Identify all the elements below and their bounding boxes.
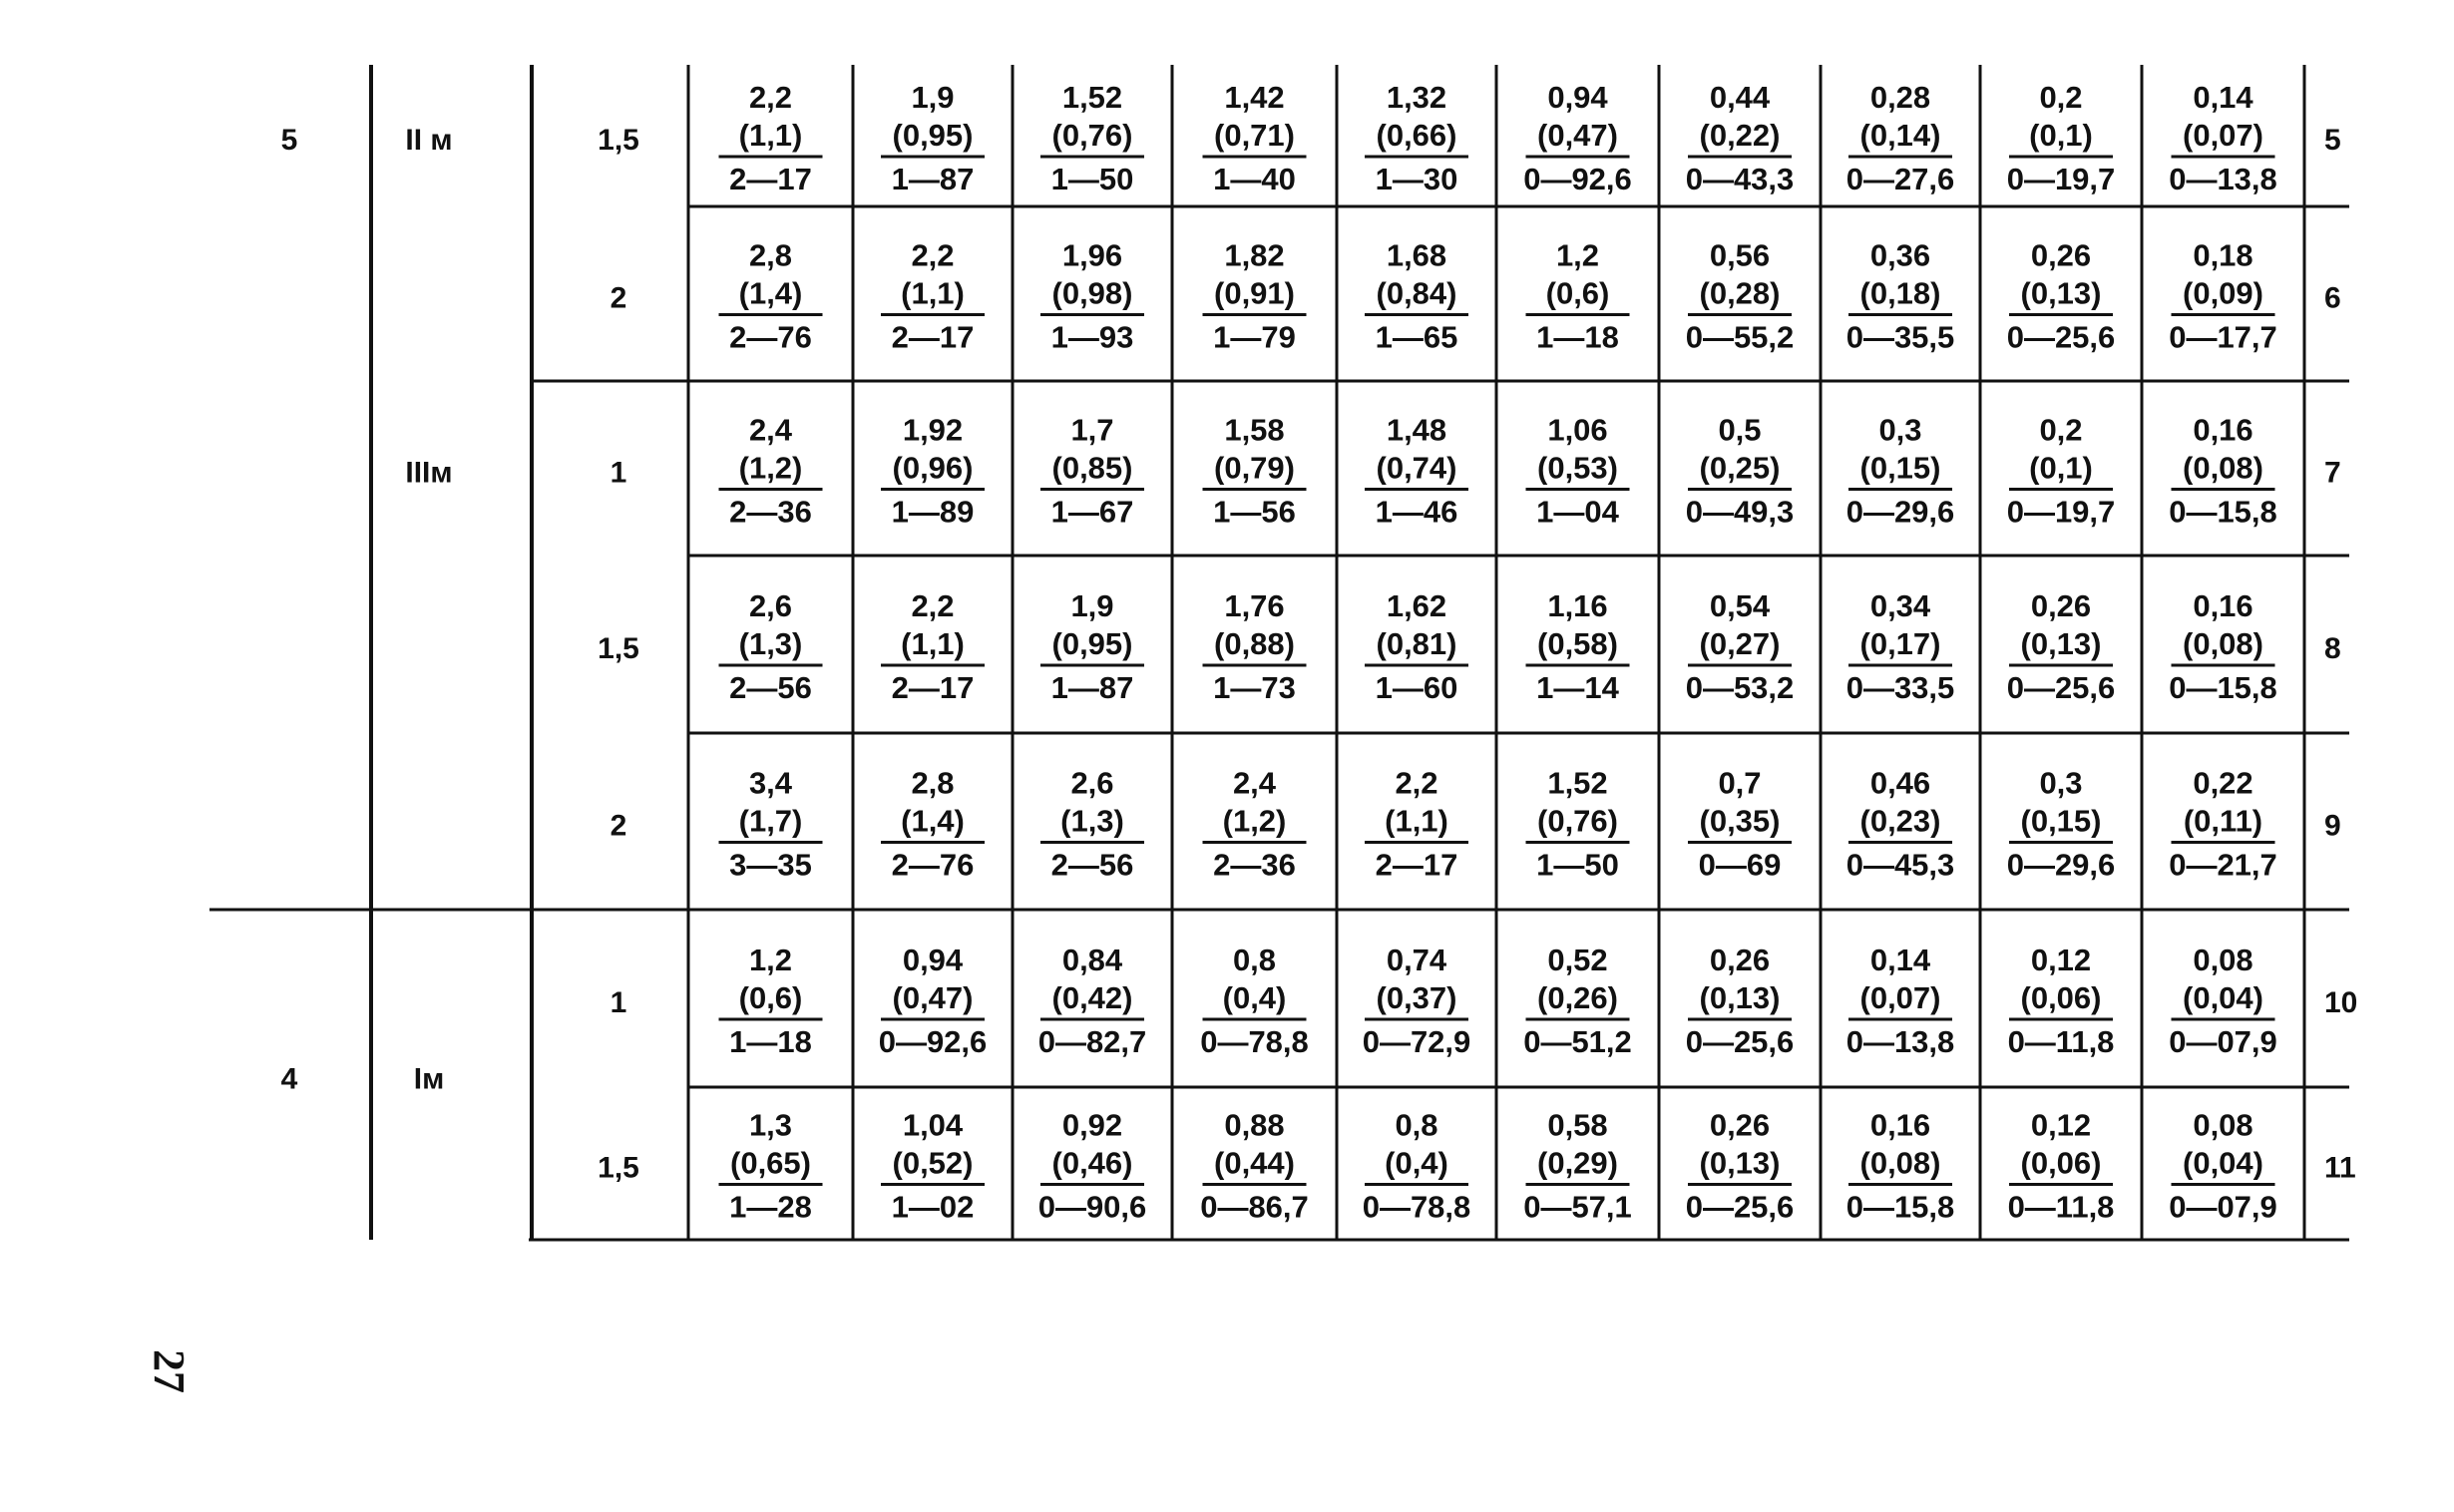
cell-price: 2—17	[729, 162, 812, 196]
cell-value: 1,32	[1386, 80, 1447, 115]
cell-value-paren: (0,96)	[892, 450, 974, 486]
cell-price: 1—18	[729, 1024, 812, 1059]
cell-value: 0,16	[2193, 588, 2253, 623]
cell-value-paren: (0,25)	[1699, 450, 1781, 486]
cell-value: 0,36	[1869, 237, 1931, 273]
cell-value-paren: (0,08)	[2183, 626, 2263, 661]
cell-value-paren: (1,4)	[901, 803, 965, 839]
cell-price: 1—93	[1050, 319, 1134, 355]
cell-price: 2—17	[891, 670, 975, 705]
cell-value: 1,3	[748, 1107, 793, 1143]
cell-value-paren: (0,18)	[1859, 275, 1941, 311]
cell-value-paren: (0,08)	[1859, 1145, 1941, 1181]
cell-value-paren: (0,1)	[2029, 450, 2093, 486]
cell-value: 0,54	[1709, 588, 1771, 623]
cell-price: 1—02	[891, 1189, 975, 1225]
cell-value: 0,94	[1547, 80, 1608, 115]
cell-value: 1,52	[1547, 765, 1608, 801]
cell-value: 2,4	[1232, 765, 1277, 801]
cell-value-paren: (1,2)	[1222, 803, 1287, 839]
cell-value: 0,18	[2193, 237, 2253, 273]
cell-price: 1—14	[1536, 670, 1619, 705]
cell-price: 1—28	[729, 1189, 812, 1225]
cell-value: 1,52	[1061, 80, 1123, 115]
cell-price: 0—72,9	[1362, 1024, 1471, 1059]
cell-price: 2—17	[1375, 847, 1458, 883]
cell-value-paren: (0,65)	[730, 1145, 811, 1181]
cell-value: 0,22	[2193, 765, 2253, 801]
cell-value: 0,8	[1232, 943, 1277, 977]
cell-price: 0—78,8	[1362, 1189, 1471, 1225]
cell-value: 1,62	[1386, 588, 1447, 623]
cell-price: 1—30	[1375, 162, 1458, 196]
cell-price: 0—45,3	[1845, 847, 1955, 883]
cell-value-paren: (0,27)	[1699, 626, 1781, 661]
cell-value: 1,9	[1070, 588, 1114, 623]
cell-value: 0,56	[1709, 237, 1771, 273]
cell-price: 0—19,7	[2006, 162, 2116, 196]
cell-value: 0,16	[1869, 1107, 1931, 1143]
cell-price: 1—50	[1050, 162, 1134, 196]
cell-value-paren: (0,15)	[2020, 803, 2102, 839]
cell-value: 3,4	[748, 765, 793, 801]
row-factor: 1,5	[598, 124, 639, 157]
cell-value: 2,2	[748, 80, 793, 115]
cell-price: 2—17	[891, 319, 975, 355]
cell-value: 1,16	[1547, 588, 1608, 623]
cell-value: 0,88	[1224, 1107, 1285, 1143]
cell-value: 0,46	[1869, 765, 1931, 801]
row-factor: 1	[610, 456, 627, 490]
cell-price: 0—92,6	[878, 1024, 988, 1059]
cell-value-paren: (0,42)	[1051, 980, 1133, 1015]
row-number: 5	[2324, 124, 2341, 157]
cell-value: 0,3	[1878, 412, 1922, 448]
cell-value: 2,8	[748, 237, 793, 273]
cell-value-paren: (0,47)	[892, 980, 974, 1015]
row-factor: 1,5	[598, 632, 639, 665]
cell-value: 1,9	[911, 80, 955, 115]
row-factor: 1,5	[598, 1151, 639, 1185]
cell-price: 1—18	[1536, 319, 1619, 355]
cell-value: 1,68	[1386, 237, 1447, 273]
cell-price: 1—89	[891, 494, 975, 530]
cell-price: 0—51,2	[1523, 1024, 1632, 1059]
cell-price: 0—78,8	[1200, 1024, 1309, 1059]
cell-price: 0—35,5	[1845, 319, 1955, 355]
cell-value: 2,6	[748, 588, 793, 623]
cell-value-paren: (1,7)	[738, 803, 803, 839]
cell-value: 0,84	[1061, 943, 1123, 977]
cell-value: 0,26	[1709, 943, 1771, 977]
cell-price: 2—56	[729, 670, 812, 705]
cell-price: 1—04	[1536, 494, 1619, 530]
cell-price: 0—86,7	[1200, 1189, 1309, 1225]
row-factor: 2	[610, 281, 627, 315]
cell-value-paren: (0,98)	[1051, 275, 1133, 311]
cell-value-paren: (0,1)	[2029, 118, 2093, 153]
cell-value: 0,26	[2030, 237, 2092, 273]
cell-value-paren: (0,81)	[1376, 626, 1457, 661]
cell-price: 0—25,6	[2006, 670, 2116, 705]
row-number: 10	[2324, 986, 2358, 1019]
row-number: 7	[2324, 456, 2341, 490]
row-number: 6	[2324, 281, 2341, 315]
cell-price: 0—07,9	[2169, 1189, 2277, 1225]
cell-value-paren: (0,11)	[2183, 803, 2263, 839]
cell-value: 0,26	[1709, 1107, 1771, 1143]
cell-price: 1—87	[1050, 670, 1134, 705]
cell-value-paren: (0,04)	[2183, 1145, 2263, 1181]
cell-price: 3—35	[729, 847, 812, 883]
cell-value-paren: (0,13)	[1699, 980, 1781, 1015]
row-number: 8	[2324, 632, 2341, 665]
cell-price: 0—15,8	[2169, 494, 2277, 530]
group-number: 5	[280, 124, 298, 157]
cell-price: 0—19,7	[2006, 494, 2116, 530]
cell-price: 0—17,7	[2169, 319, 2277, 355]
cell-value-paren: (0,26)	[1537, 980, 1618, 1015]
cell-value: 0,7	[1718, 765, 1762, 801]
page-number: 27	[145, 1349, 195, 1393]
cell-price: 1—87	[891, 162, 975, 196]
cell-value-paren: (0,6)	[1545, 275, 1610, 311]
cell-price: 2—56	[1050, 847, 1134, 883]
cell-value-paren: (0,44)	[1214, 1145, 1295, 1181]
cell-value-paren: (0,91)	[1214, 275, 1295, 311]
cell-value: 0,12	[2030, 1107, 2092, 1143]
material-type: II м	[405, 124, 453, 157]
cell-value: 0,34	[1869, 588, 1931, 623]
material-type: IIIм	[405, 456, 453, 490]
cell-value-paren: (0,06)	[2020, 1145, 2102, 1181]
cell-price: 0—53,2	[1685, 670, 1795, 705]
cell-price: 1—46	[1375, 494, 1458, 530]
cell-value: 1,2	[748, 943, 793, 977]
cell-price: 0—15,8	[2169, 670, 2277, 705]
cell-price: 0—13,8	[2169, 162, 2277, 196]
cell-value-paren: (0,85)	[1051, 450, 1133, 486]
cell-value-paren: (1,3)	[738, 626, 803, 661]
cell-value-paren: (0,29)	[1537, 1145, 1618, 1181]
cell-value-paren: (0,79)	[1214, 450, 1295, 486]
cell-value-paren: (1,1)	[901, 626, 965, 661]
cell-value-paren: (0,76)	[1051, 118, 1133, 153]
cell-value-paren: (0,76)	[1537, 803, 1618, 839]
cell-price: 0—25,6	[1685, 1024, 1795, 1059]
row-factor: 2	[610, 809, 627, 843]
group-number: 4	[280, 1062, 298, 1096]
cell-value: 0,5	[1718, 412, 1762, 448]
row-number: 11	[2324, 1151, 2356, 1185]
cell-value: 0,28	[1869, 80, 1931, 115]
cell-price: 0—82,7	[1037, 1024, 1147, 1059]
cell-price: 1—50	[1536, 847, 1619, 883]
cell-value: 2,2	[1395, 765, 1438, 801]
cell-price: 0—25,6	[2006, 319, 2116, 355]
cell-value: 1,2	[1555, 237, 1600, 273]
cell-value-paren: (1,2)	[738, 450, 803, 486]
cell-value: 1,42	[1224, 80, 1285, 115]
cell-value: 2,6	[1070, 765, 1114, 801]
cell-price: 2—36	[1213, 847, 1296, 883]
cell-price: 1—40	[1213, 162, 1296, 196]
cell-price: 2—36	[729, 494, 812, 530]
cell-price: 2—76	[891, 847, 975, 883]
cell-value-paren: (0,6)	[738, 980, 803, 1015]
cell-value-paren: (0,46)	[1051, 1145, 1133, 1181]
cell-value-paren: (0,52)	[892, 1145, 974, 1181]
cell-price: 1—73	[1213, 670, 1296, 705]
cell-price: 1—65	[1375, 319, 1458, 355]
cell-value-paren: (0,4)	[1385, 1145, 1448, 1181]
cell-value: 0,2	[2039, 80, 2083, 115]
cell-value: 0,08	[2193, 1107, 2253, 1143]
cell-value-paren: (0,15)	[1859, 450, 1941, 486]
cell-value: 0,16	[2193, 412, 2253, 448]
cell-value: 1,04	[902, 1107, 964, 1143]
cell-price: 1—56	[1213, 494, 1296, 530]
cell-value-paren: (0,28)	[1699, 275, 1781, 311]
cell-value-paren: (0,37)	[1376, 980, 1457, 1015]
cell-price: 0—29,6	[1845, 494, 1955, 530]
cell-value-paren: (0,95)	[892, 118, 974, 153]
cell-price: 0—13,8	[1845, 1024, 1955, 1059]
cell-value-paren: (0,84)	[1376, 275, 1457, 311]
cell-value: 0,14	[2193, 80, 2253, 115]
cell-value-paren: (0,66)	[1376, 118, 1457, 153]
cell-value: 2,8	[911, 765, 955, 801]
cell-value-paren: (0,07)	[2183, 118, 2263, 153]
cell-value: 0,2	[2039, 412, 2083, 448]
cell-value-paren: (0,4)	[1222, 980, 1287, 1015]
cell-value-paren: (0,09)	[2183, 275, 2263, 311]
cell-value: 0,14	[1869, 943, 1931, 977]
cell-price: 0—92,6	[1523, 162, 1632, 196]
cell-value-paren: (0,47)	[1537, 118, 1618, 153]
cell-value-paren: (0,95)	[1051, 626, 1133, 661]
cell-price: 0—11,8	[2007, 1024, 2115, 1059]
cell-price: 0—69	[1698, 847, 1782, 883]
cell-value-paren: (0,04)	[2183, 980, 2263, 1015]
cell-value: 1,82	[1224, 237, 1285, 273]
cell-value: 0,92	[1061, 1107, 1123, 1143]
cell-price: 0—33,5	[1845, 670, 1955, 705]
cell-price: 1—67	[1050, 494, 1134, 530]
cell-value-paren: (1,1)	[738, 118, 803, 153]
cell-value-paren: (0,13)	[1699, 1145, 1781, 1181]
cell-value: 1,92	[902, 412, 964, 448]
cell-value-paren: (0,08)	[2183, 450, 2263, 486]
cell-value-paren: (1,4)	[738, 275, 803, 311]
cell-value-paren: (0,71)	[1214, 118, 1295, 153]
cell-value-paren: (1,1)	[901, 275, 965, 311]
cell-value: 1,58	[1224, 412, 1285, 448]
cell-value: 2,4	[748, 412, 793, 448]
cell-price: 0—29,6	[2006, 847, 2116, 883]
cell-price: 0—55,2	[1685, 319, 1795, 355]
row-number: 9	[2324, 809, 2341, 843]
cell-value: 0,44	[1709, 80, 1771, 115]
cell-price: 0—49,3	[1685, 494, 1795, 530]
cell-value-paren: (0,06)	[2020, 980, 2102, 1015]
cell-price: 0—43,3	[1685, 162, 1795, 196]
cell-price: 2—76	[729, 319, 812, 355]
cell-price: 0—15,8	[1845, 1189, 1955, 1225]
cell-value-paren: (1,1)	[1385, 803, 1448, 839]
cell-price: 0—25,6	[1685, 1189, 1795, 1225]
cell-value: 1,96	[1061, 237, 1123, 273]
cell-value-paren: (0,13)	[2020, 275, 2102, 311]
cell-value-paren: (0,22)	[1699, 118, 1781, 153]
cell-value: 1,06	[1547, 412, 1608, 448]
cell-price: 0—27,6	[1845, 162, 1955, 196]
cell-value-paren: (0,74)	[1376, 450, 1457, 486]
cell-price: 0—90,6	[1037, 1189, 1147, 1225]
cell-value: 1,76	[1224, 588, 1285, 623]
cell-value: 0,52	[1547, 943, 1608, 977]
cell-value: 2,2	[911, 588, 955, 623]
cell-value-paren: (0,53)	[1537, 450, 1618, 486]
cell-value: 0,94	[902, 943, 964, 977]
cell-value-paren: (0,88)	[1214, 626, 1295, 661]
cell-price: 0—11,8	[2007, 1189, 2115, 1225]
cell-value: 0,12	[2030, 943, 2092, 977]
cell-value-paren: (0,07)	[1859, 980, 1941, 1015]
cell-value-paren: (0,14)	[1859, 118, 1941, 153]
cell-value: 0,3	[2039, 765, 2083, 801]
cell-price: 1—79	[1213, 319, 1296, 355]
cell-value: 0,26	[2030, 588, 2092, 623]
row-factor: 1	[610, 986, 627, 1019]
cell-value: 0,74	[1386, 943, 1447, 977]
cell-value-paren: (0,23)	[1859, 803, 1941, 839]
cell-price: 1—60	[1375, 670, 1458, 705]
cell-value: 1,48	[1386, 412, 1447, 448]
cell-value: 0,08	[2193, 943, 2253, 977]
cell-value-paren: (0,35)	[1699, 803, 1781, 839]
cell-value-paren: (0,58)	[1537, 626, 1618, 661]
cell-value: 0,58	[1547, 1107, 1608, 1143]
cell-value: 1,7	[1070, 412, 1114, 448]
material-type: Iм	[413, 1062, 445, 1096]
cell-price: 0—21,7	[2169, 847, 2277, 883]
cell-value-paren: (1,3)	[1060, 803, 1124, 839]
cell-value-paren: (0,13)	[2020, 626, 2102, 661]
cell-value-paren: (0,17)	[1859, 626, 1941, 661]
cell-price: 0—07,9	[2169, 1024, 2277, 1059]
cell-value: 0,8	[1395, 1107, 1438, 1143]
cell-value: 2,2	[911, 237, 955, 273]
cell-price: 0—57,1	[1523, 1189, 1632, 1225]
